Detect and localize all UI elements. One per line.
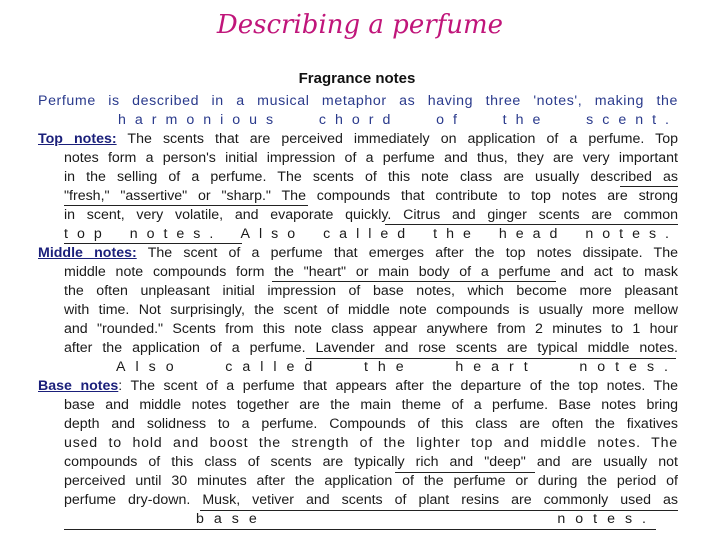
top-notes-heading: Top notes: [38, 131, 117, 147]
middle-notes-heading: Middle notes: [38, 245, 137, 261]
underline-rule [200, 510, 678, 511]
paragraph-text: : The scent of a perfume that appears after the departure of the top notes. The [118, 378, 678, 394]
underline-rule [64, 243, 242, 244]
paragraph-line: base and middle notes together are the main theme of a perfume. Base notes bring [64, 397, 678, 413]
section-heading: Fragrance notes [298, 70, 416, 87]
paragraph-line: in scent, very volatile, and evaporate quickly. Citrus and ginger scents are common [64, 207, 678, 223]
paragraph-line: used to hold and boost the strength of the lighter top and middle notes. The [64, 435, 678, 451]
paragraph-line: compounds of this class of scents are typically rich and "deep" and are usually not [64, 454, 678, 470]
paragraph-line [38, 130, 678, 149]
page-title: Describing a perfume [216, 10, 504, 40]
underline-rule [395, 472, 535, 473]
base-notes-heading: Base notes [38, 378, 119, 394]
paragraph-line [38, 244, 678, 263]
paragraph-line: middle note compounds form the "heart" or main body of a perfume and act to mask [64, 264, 678, 280]
underline-rule [272, 281, 556, 282]
paragraph-text: The scents that are perceived immediately on application of a perfume. Top [127, 131, 679, 147]
paragraph-line: perfume dry-down. Musk, vetiver and scents of plant resins are commonly used as [64, 492, 678, 508]
paragraph-line: top notes. Also called the head notes. [64, 226, 678, 242]
paragraph-line: Also called the heart notes. [116, 359, 678, 375]
intro-line: Perfume is described in a musical metaphor as having three 'notes', making the [38, 93, 678, 109]
paragraph-line: the often unpleasant initial impression of base notes, which become more pleasant [64, 283, 678, 299]
underline-rule [385, 224, 678, 225]
underline-rule [64, 529, 656, 530]
paragraph-line: and "rounded." Scents from this note class appear anywhere from 2 minutes to 1 hour [64, 321, 678, 337]
underline-rule [64, 205, 308, 206]
underline-rule [306, 358, 676, 359]
paragraph-line: depth and solidness to a perfume. Compounds of this class are often the fixatives [64, 416, 678, 432]
intro-line: harmonious chord of the scent. [118, 112, 678, 128]
paragraph-line: "fresh," "assertive" or "sharp." The compounds that contribute to top notes are strong [64, 188, 678, 204]
paragraph-line [38, 377, 678, 396]
paragraph-text: The scent of a perfume that emerges after the top notes dissipate. The [147, 245, 678, 261]
paragraph-line: perceived until 30 minutes after the application of the perfume or during the period of [64, 473, 678, 489]
underline-rule [620, 186, 678, 187]
paragraph-line: notes form a person's initial impression of a perfume and thus, they are very important [64, 150, 678, 166]
paragraph-line: base notes. [196, 511, 656, 527]
paragraph-line: in the selling of a perfume. The scents of this note class are usually described as [64, 169, 678, 185]
paragraph-line: with time. Not surprisingly, the scent of middle note compounds is usually more mellow [64, 302, 678, 318]
paragraph-line: after the application of a perfume. Lavender and rose scents are typical middle notes. [64, 340, 678, 356]
